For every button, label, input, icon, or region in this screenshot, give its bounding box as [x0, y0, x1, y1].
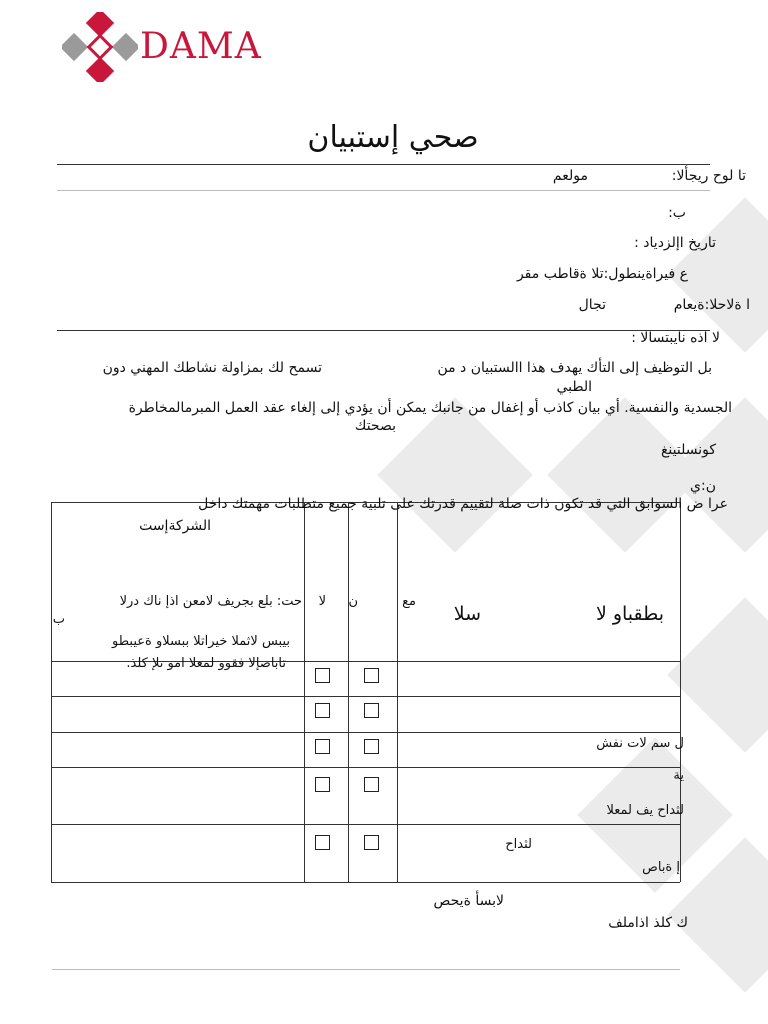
- intro-text: تسمح لك بمزاولة نشاطك المهني دون: [102, 360, 322, 376]
- page-title: صحي إستبيان: [307, 120, 479, 155]
- footer-text: لابسأ ةيحص: [433, 893, 504, 909]
- row-question: لثداح: [505, 837, 532, 852]
- header-details: ب: [52, 612, 65, 627]
- row-question: ية: [673, 768, 684, 783]
- field-label: ا ةلاحلا:ةيعام: [673, 297, 750, 313]
- brand-name: DAMA: [140, 26, 262, 67]
- yes-checkbox[interactable]: [364, 739, 379, 754]
- yes-checkbox[interactable]: [364, 668, 379, 683]
- header-no: لا: [318, 594, 326, 609]
- no-checkbox[interactable]: [315, 835, 330, 850]
- no-checkbox[interactable]: [315, 739, 330, 754]
- intro-text: الجسدية والنفسية. أي بيان كاذب أو إغفال من جانبك يمكن أن يؤدي إلى إلغاء عقد العمل المبرمالمخاطرة: [128, 400, 732, 416]
- intro-text: بل التوظيف إلى التأك يهدف هذا االستبيان د من: [437, 360, 712, 376]
- field-label: تاريخ اإلزدياد :: [634, 235, 716, 251]
- field-label: تا لوح ريجألا:: [671, 168, 746, 184]
- yes-checkbox[interactable]: [364, 703, 379, 718]
- field-label: ب:: [668, 205, 686, 221]
- footer-text: ك كلذ اذاملف: [608, 915, 688, 931]
- divider: [57, 190, 710, 191]
- no-checkbox[interactable]: [315, 668, 330, 683]
- header-yes: مع: [402, 594, 416, 609]
- brand-logo: [62, 12, 272, 82]
- row-question: ل سم لات نفش: [596, 736, 684, 751]
- logo-mark-icon: [62, 12, 138, 82]
- header-details: تاباصإلا فقوو لمعلا امو ىلإ كلذ.: [126, 656, 286, 671]
- field-label: ن:ي: [690, 478, 716, 494]
- no-checkbox[interactable]: [315, 777, 330, 792]
- field-value: تجال: [578, 297, 606, 313]
- header-details: حت: بلع بجريف لامعن اذإ ناك درلا: [119, 594, 302, 609]
- row-question: إ ةباص: [642, 860, 680, 875]
- intro-heading: لا اذه نايبتسالا :: [631, 330, 720, 346]
- yes-checkbox[interactable]: [364, 835, 379, 850]
- yes-checkbox[interactable]: [364, 777, 379, 792]
- field-value: مولعم: [552, 168, 588, 184]
- watermark-shape: [377, 397, 533, 553]
- header-question: بطقباو لا: [595, 603, 664, 625]
- header-question: سلا: [453, 603, 481, 625]
- divider: [57, 330, 710, 331]
- divider: [57, 164, 710, 165]
- header-details: بيبس لاثملا خيراتلا ببسلاو ةعيبطو: [112, 634, 290, 649]
- table-note: الشركةإست: [139, 518, 211, 534]
- field-label: ع فيراةينطول:تلا ةقاطب مقر: [516, 266, 688, 282]
- intro-text: بصحتك: [354, 418, 396, 434]
- no-checkbox[interactable]: [315, 703, 330, 718]
- table-note: عرا ض السوابق التي قد تكون ذات صلة لتقييم قدرتك على تلبية جميع متطلبات مهمتك داخل: [198, 496, 728, 512]
- row-question: لثداح يف لمعلا: [606, 803, 684, 818]
- header-n: ن: [348, 594, 358, 609]
- watermark-shape: [667, 597, 768, 753]
- intro-text: الطبي: [556, 379, 592, 395]
- company-name: كونسلتينغ: [660, 442, 716, 458]
- divider: [52, 969, 680, 970]
